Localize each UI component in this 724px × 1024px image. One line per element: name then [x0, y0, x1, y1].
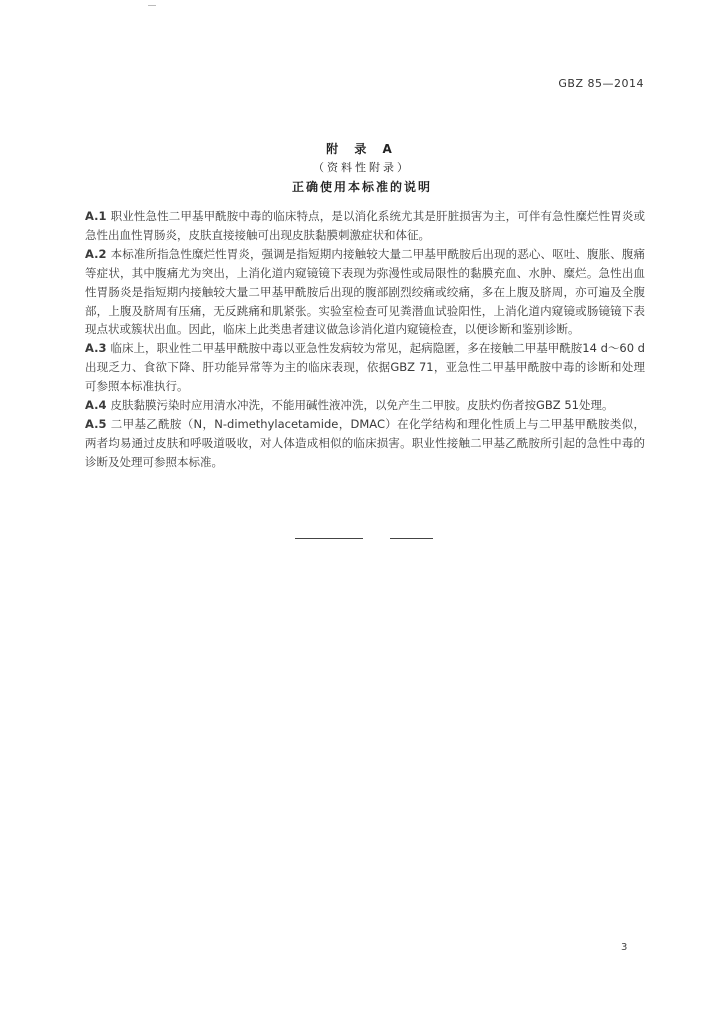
- paragraph-text: 临床上，职业性二甲基甲酰胺中毒以亚急性发病较为常见，起病隐匿，多在接触二甲基甲酰胺14 d～60 d出现乏力、食欲下降、肝功能异常等为主的临床表现，依据GBZ 71，亚急性二甲基甲酰胺中毒的诊断和处理可参照本标准执行。: [85, 341, 645, 394]
- paragraph-text: 职业性急性二甲基甲酰胺中毒的临床特点，是以消化系统尤其是肝脏损害为主，可伴有急性糜烂性胃炎或急性出血性胃肠炎，皮肤直接接触可出现皮肤黏膜刺激症状和体征。: [85, 209, 645, 242]
- appendix-subtitle: 正确使用本标准的说明: [291, 180, 432, 194]
- paragraph-a3: [85, 339, 645, 396]
- paragraph-text: 本标准所指急性糜烂性胃炎，强调是指短期内接触较大量二甲基甲酰胺后出现的恶心、呕吐、腹胀、腹痛等症状，其中腹痛尤为突出，上消化道内窥镜镜下表现为弥漫性或局限性的黏膜充血、水肿、糜烂。急性出血性胃肠炎是指短期内接触较大量二甲基甲酰胺后出现的腹部剧烈绞痛或绞痛，多在上腹及脐周，亦可遍及全腹部，上腹及脐周有压痛，无反跳痛和肌紧张。实验室检查可见粪潜血试验阳性，上消化道内窥镜或肠镜镜下表现点状或簇状出血。因此，临床上此类患者建议做急诊消化道内窥镜检查，以便诊断和鉴别诊断。: [85, 246, 645, 337]
- page-number: 3: [621, 942, 628, 953]
- scan-artifact-mark: [148, 5, 156, 6]
- end-rule-right: [390, 538, 433, 539]
- paragraph-text: 二甲基乙酰胺（N，N-dimethylacetamide，DMAC）在化学结构和理化性质上与二甲基甲酰胺类似，两者均易通过皮肤和呼吸道吸收，对人体造成相似的临床损害。职业性接触二甲基乙酰胺所引起的急性中毒的诊断及处理可参照本标准。: [85, 416, 645, 469]
- paragraph-number: A.5: [85, 416, 107, 431]
- paragraph-a5: [85, 415, 645, 472]
- paragraph-a2: [85, 245, 645, 340]
- paragraph-number: A.4: [85, 398, 107, 413]
- standard-code: GBZ 85—2014: [558, 77, 644, 90]
- paragraph-text: 皮肤黏膜污染时应用清水冲洗，不能用碱性液冲洗，以免产生二甲胺。皮肤灼伤者按GBZ 51处理。: [110, 398, 614, 413]
- paragraph-number: A.3: [85, 341, 107, 356]
- paragraph-a1: [85, 207, 645, 245]
- paragraph-number: A.2: [85, 246, 107, 261]
- appendix-note: （资料性附录）: [313, 161, 411, 174]
- appendix-body: [85, 207, 645, 472]
- paragraph-a4: [85, 396, 645, 415]
- appendix-title: 附 录 A: [326, 142, 398, 156]
- end-rule-left: [295, 538, 363, 539]
- paragraph-number: A.1: [85, 209, 107, 223]
